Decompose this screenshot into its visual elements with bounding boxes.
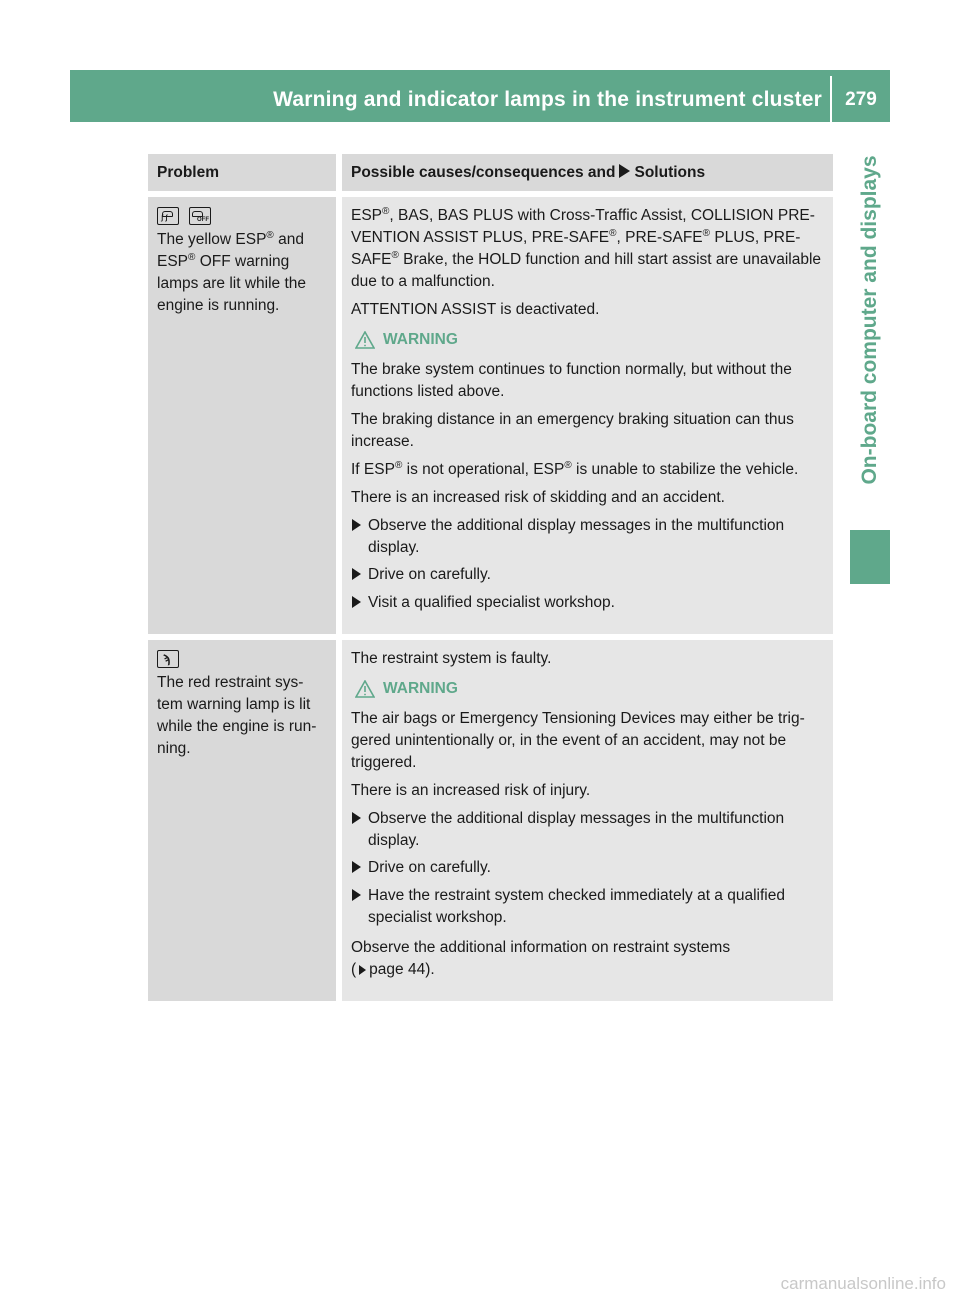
step-arrow-icon (351, 885, 368, 929)
column-header-problem: Problem (148, 154, 339, 194)
solutions-cell (339, 637, 833, 1001)
warning-text: The brake system continues to function normally, but without the functions listed above. (351, 361, 792, 400)
cause-text (351, 205, 824, 293)
solutions-arrow-icon (619, 164, 630, 178)
header-divider (830, 76, 832, 122)
warning-heading (351, 678, 824, 700)
restraint-system-icon: ϡ (157, 650, 179, 668)
registered-mark: ® (188, 251, 196, 263)
registered-mark: ® (609, 227, 617, 239)
solution-step (351, 592, 824, 615)
cause-fragment: ESP (351, 207, 383, 224)
table-row (148, 194, 833, 637)
esp-icon: ʃ ʃ (157, 207, 179, 225)
note-fragment: Observe the additional information on restraint systems (351, 939, 731, 956)
solution-step (351, 564, 824, 587)
solutions-cell (339, 194, 833, 637)
step-text: Drive on carefully. (368, 859, 491, 876)
step-arrow-icon (351, 808, 368, 852)
step-text: Have the restraint system checked immediately at a qualified specialist workshop. (368, 887, 785, 926)
problem-text: and (273, 231, 304, 248)
warning-text: The braking distance in an emergency braking situation can thus increase. (351, 411, 794, 450)
registered-mark: ® (382, 205, 390, 217)
warning-fragment: If ESP (351, 461, 395, 478)
table-header-row (148, 154, 833, 194)
registered-mark: ® (391, 249, 399, 261)
problem-description (157, 229, 327, 317)
note-text (351, 937, 824, 981)
warning-text: There is an increased risk of injury. (351, 782, 591, 799)
problem-cell (148, 637, 339, 1001)
lamp-icons (157, 650, 327, 668)
step-arrow-icon (351, 515, 368, 559)
warning-label: WARNING (383, 331, 458, 348)
registered-mark: ® (564, 459, 572, 471)
registered-mark: ® (702, 227, 711, 239)
step-text: Drive on carefully. (368, 566, 491, 583)
table-row (148, 637, 833, 1001)
warning-text: The air bags or Emergency Tensioning Devices may either be trig-gered unintentionally or, in the event of an accident, may not be triggered. (351, 710, 805, 771)
cause-text: ATTENTION ASSIST is deactivated. (351, 301, 600, 318)
esp-off-icon: OFF (189, 207, 211, 225)
cause-text: The restraint system is faulty. (351, 650, 552, 667)
watermark: carmanualsonline.info (780, 1274, 946, 1293)
page-reference-link[interactable]: page 44). (369, 961, 435, 978)
registered-mark: ® (266, 229, 274, 241)
warning-lamps-table (148, 154, 833, 1001)
warning-fragment: is not operational, ESP (402, 461, 565, 478)
warning-text: There is an increased risk of skidding and an accident. (351, 489, 725, 506)
lamp-icons (157, 207, 327, 225)
problem-cell (148, 194, 339, 637)
solution-step (351, 885, 824, 929)
page-number: 279 (845, 89, 877, 110)
registered-mark: ® (394, 459, 403, 471)
warning-label: WARNING (383, 680, 458, 697)
step-text: Visit a qualified specialist workshop. (368, 594, 615, 611)
solution-step (351, 808, 824, 852)
warning-heading (351, 329, 824, 351)
solution-step (351, 857, 824, 880)
problem-text: The yellow ESP (157, 231, 267, 248)
step-arrow-icon (351, 592, 368, 615)
problem-description: The red restraint sys-tem warning lamp is lit while the engine is run-ning. (157, 674, 317, 757)
step-arrow-icon (351, 857, 368, 880)
note-fragment: ( (351, 961, 357, 978)
step-text: Observe the additional display messages in the multifunction display. (368, 517, 785, 556)
column-header-solutions (339, 154, 833, 194)
column-header-solutions-part2: Solutions (634, 164, 706, 181)
warning-triangle-icon (355, 680, 375, 698)
solution-step (351, 515, 824, 559)
column-header-solutions-part1: Possible causes/consequences and (351, 164, 616, 181)
step-arrow-icon (351, 564, 368, 587)
section-marker (850, 530, 890, 584)
problem-text: OFF warning lamps are lit while the engine is running. (157, 253, 307, 314)
section-side-tab (850, 122, 890, 518)
page-title: Warning and indicator lamps in the instrument cluster (273, 88, 822, 111)
cause-fragment: , BAS, BAS PLUS with Cross-Traffic Assist, COLLISION PRE-VENTION ASSIST PLUS, PRE-SAFE (351, 207, 815, 246)
page-reference-icon (359, 965, 366, 975)
warning-triangle-icon (355, 331, 375, 349)
problem-text: ESP (157, 253, 189, 270)
section-side-tab-label: On-board computer and displays (858, 155, 881, 485)
warning-text (351, 459, 824, 481)
cause-fragment: , PRE-SAFE (616, 229, 703, 246)
page-header-bar (70, 70, 890, 122)
warning-fragment: is unable to stabilize the vehicle. (571, 461, 799, 478)
cause-fragment: PLUS, PRE-SAFE (351, 229, 801, 268)
cause-fragment: Brake, the HOLD function and hill start assist are unavailable due to a malfunction. (351, 251, 822, 290)
step-text: Observe the additional display messages in the multifunction display. (368, 810, 785, 849)
